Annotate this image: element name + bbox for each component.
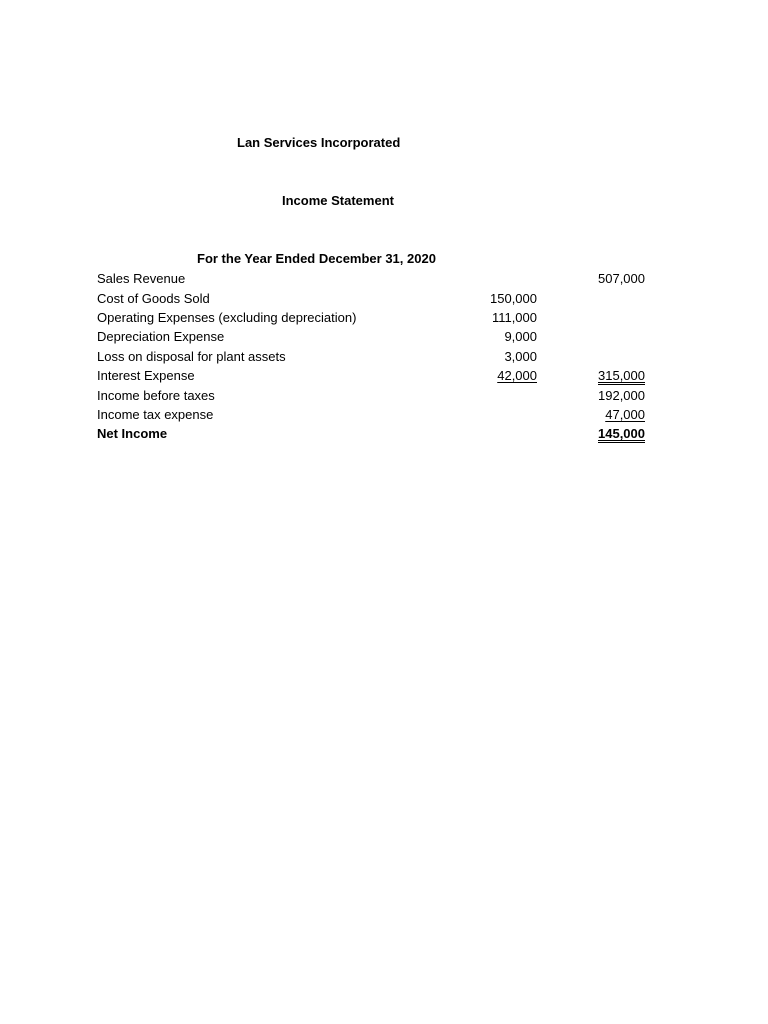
row-income-before-taxes [97, 386, 645, 405]
row-cost-of-goods-sold [97, 289, 645, 308]
row-col1-value: 150,000 [490, 291, 537, 306]
row-net-income [97, 424, 645, 443]
row-col1-value: 111,000 [491, 310, 537, 325]
row-label: Loss on disposal for plant assets [97, 349, 286, 364]
row-label: Income tax expense [97, 407, 214, 422]
row-operating-expenses [97, 308, 645, 327]
row-label: Cost of Goods Sold [97, 291, 210, 306]
row-col2-value: 47,000 [605, 407, 645, 422]
row-col2-value: 315,000 [598, 368, 645, 383]
statement-title: Income Statement [282, 193, 394, 208]
row-label: Sales Revenue [97, 271, 186, 286]
company-name: Lan Services Incorporated [237, 135, 401, 150]
row-label: Depreciation Expense [97, 329, 225, 344]
row-col2-value: 145,000 [598, 426, 645, 441]
statement-period: For the Year Ended December 31, 2020 [197, 251, 436, 266]
row-sales-revenue [97, 269, 645, 288]
row-label: Operating Expenses (excluding depreciation) [97, 310, 357, 325]
row-col1-value: 3,000 [504, 349, 537, 364]
row-col2-value: 507,000 [598, 271, 645, 286]
row-interest-expense [97, 366, 645, 385]
row-label: Income before taxes [97, 388, 215, 403]
row-label: Interest Expense [97, 368, 195, 383]
row-col2-value: 192,000 [598, 388, 645, 403]
row-income-tax-expense [97, 405, 645, 424]
row-depreciation-expense [97, 327, 645, 346]
row-col1-value: 9,000 [504, 329, 537, 344]
row-col1-value: 42,000 [497, 368, 537, 383]
row-label: Net Income [97, 426, 168, 441]
row-loss-on-disposal [97, 347, 645, 366]
